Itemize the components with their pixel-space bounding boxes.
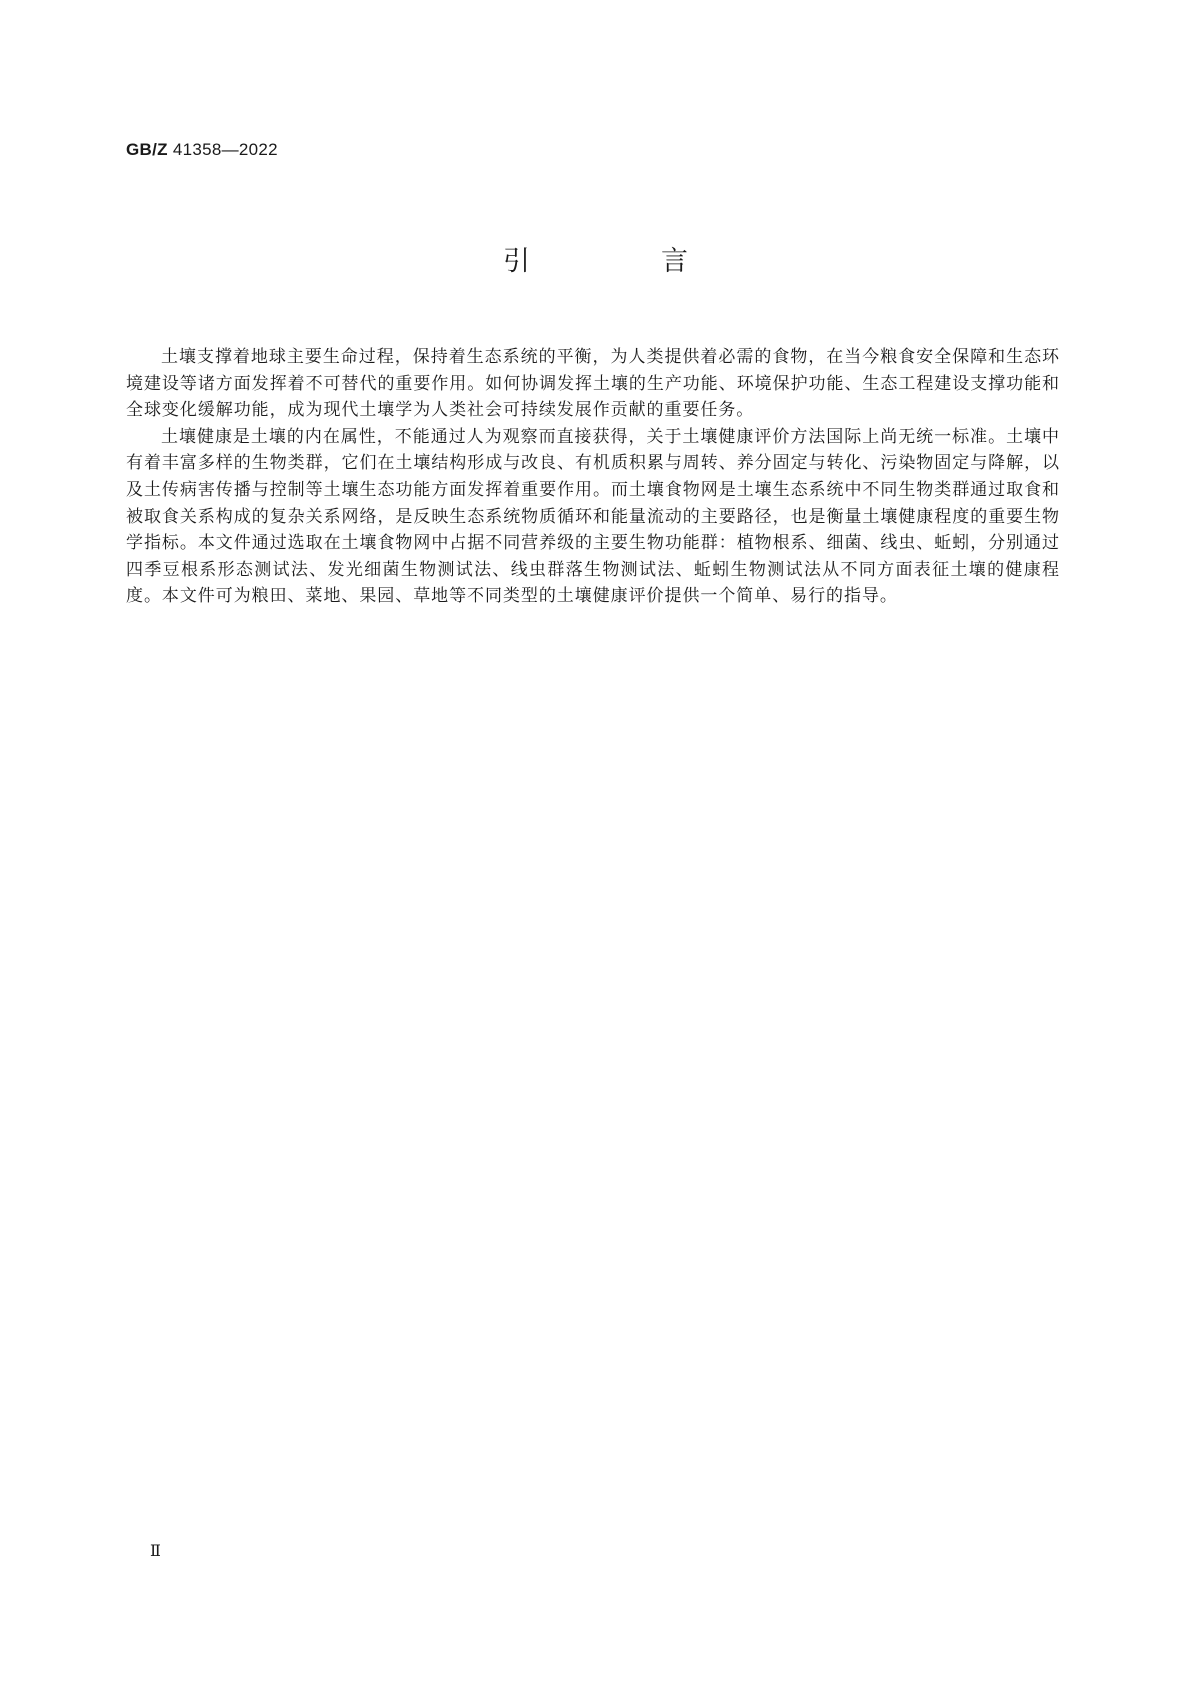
paragraph: 土壤支撑着地球主要生命过程，保持着生态系统的平衡，为人类提供着必需的食物，在当今粮食安全保障和生态环境建设等诸方面发挥着不可替代的重要作用。如何协调发挥土壤的生产功能、环境保护功能、生态工程建设支撑功能和全球变化缓解功能，成为现代土壤学为人类社会可持续发展作贡献的重要任务。 <box>126 347 1060 421</box>
introduction-body <box>126 344 1060 610</box>
standard-code <box>126 140 278 160</box>
page-number: Ⅱ <box>150 1541 161 1560</box>
paragraph: 土壤健康是土壤的内在属性，不能通过人为观察而直接获得，关于土壤健康评价方法国际上尚无统一标准。土壤中有着丰富多样的生物类群，它们在土壤结构形成与改良、有机质积累与周转、养分固定与转化、污染物固定与降解，以及土传病害传播与控制等土壤生态功能方面发挥着重要作用。而土壤食物网是土壤生态系统中不同生物类群通过取食和被取食关系构成的复杂关系网络，是反映生态系统物质循环和能量流动的主要路径，也是衡量土壤健康程度的重要生物学指标。本文件通过选取在土壤食物网中占据不同营养级的主要生物功能群：植物根系、细菌、线虫、蚯蚓，分别通过四季豆根系形态测试法、发光细菌生物测试法、线虫群落生物测试法、蚯蚓生物测试法从不同方面表征土壤的健康程度。本文件可为粮田、菜地、果园、草地等不同类型的土壤健康评价提供一个简单、易行的指导。 <box>126 426 1060 607</box>
standard-code-prefix: GB/Z <box>126 140 168 159</box>
page-title: 引 言 <box>503 246 740 277</box>
standard-code-number: 41358—2022 <box>172 140 278 159</box>
